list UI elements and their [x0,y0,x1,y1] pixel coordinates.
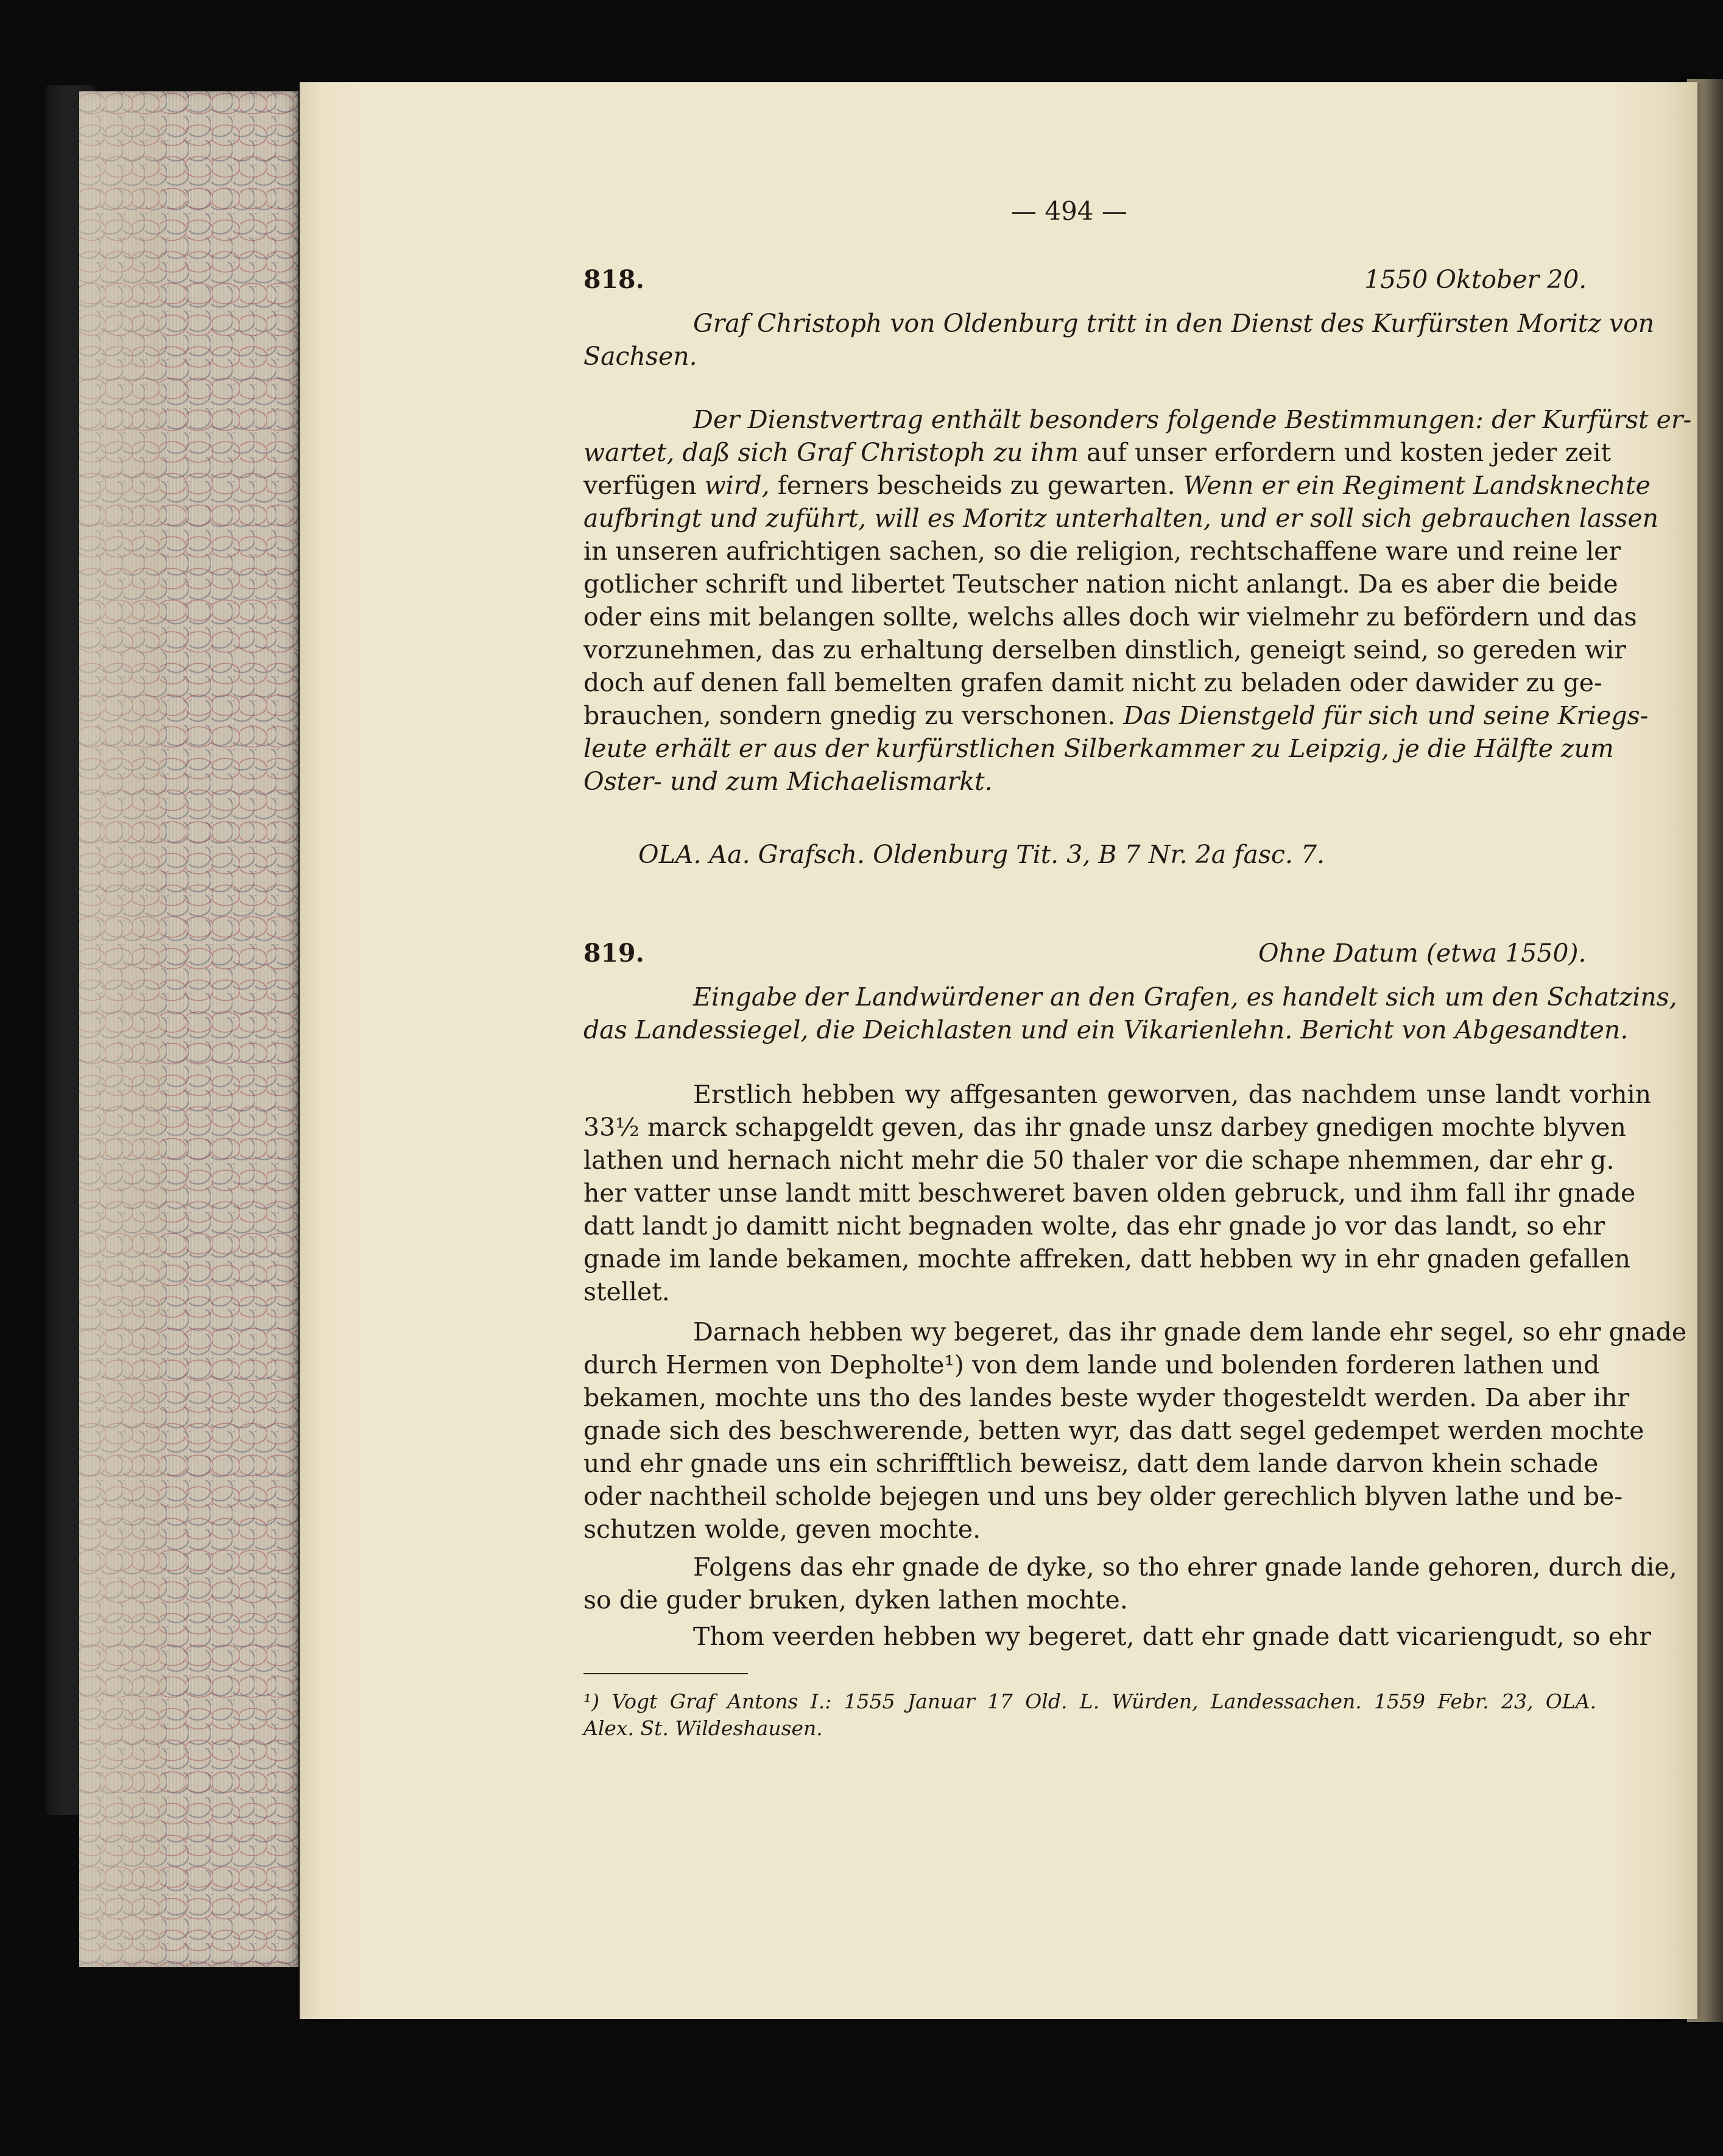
summary-line: Sachsen. [583,342,697,371]
body-line: her vatter unse landt mitt beschweret baven olden gebruck, und ihm fall ihr gnade [583,1178,1636,1208]
footnote [583,1688,1596,1742]
body-line: gotlicher schrift und libertet Teutscher nation nicht anlangt. Da es aber die beide [583,569,1618,599]
body-line: so die guder bruken, dyken lathen mochte. [583,1585,1128,1615]
body-line: Der Dienstvertrag enthält besonders folgende Bestimmungen: der Kurfürst er- [693,405,1692,434]
doc-819-paragraph-3 [583,1551,1677,1616]
doc-819-paragraph-2 [583,1316,1687,1546]
doc-818-date: 1550 Oktober 20. [1364,265,1587,294]
doc-818-number: 818. [583,265,644,294]
body-line: lathen und hernach nicht mehr die 50 thaler vor die schape nhemmen, dar ehr g. [583,1146,1615,1175]
summary-line: das Landessiegel, die Deichlasten und ein Vikarienlehn. Bericht von Abgesandten. [583,1015,1629,1045]
page-block-shading [79,91,164,1967]
doc-819-paragraph-1 [583,1078,1651,1308]
body-line: Oster- und zum Michaelismarkt. [583,767,993,796]
body-line: Erstlich hebben wy affgesanten geworven, das nachdem unse landt vorhin [693,1080,1651,1109]
body-line: Darnach hebben wy begeret, das ihr gnade dem lande ehr segel, so ehr gnade [693,1317,1687,1347]
body-line: leute erhält er aus der kurfürstlichen Silberkammer zu Leipzig, je die Hälfte zum [583,734,1614,763]
body-line: vorzunehmen, das zu erhaltung derselben dinstlich, geneigt seind, so gereden wir [583,635,1626,664]
doc-819-paragraph-4 [583,1620,1651,1653]
body-line: Thom veerden hebben wy begeret, datt ehr gnade datt vicariengudt, so ehr [693,1622,1651,1651]
body-line: in unseren aufrichtigen sachen, so die religion, rechtschaffene ware und reine ler [583,537,1621,566]
body-line: oder eins mit belangen sollte, welchs alles doch wir vielmehr zu befördern und das [583,602,1637,632]
doc-819-date: Ohne Datum (etwa 1550). [1258,939,1587,968]
footnote-line: ¹) Vogt Graf Antons I.: 1555 Januar 17 Old. L. Würden, Landessachen. 1559 Febr. 23, OLA. [583,1689,1596,1713]
body-line: schutzen wolde, geven mochte. [583,1515,981,1544]
body-line: aufbringt und zuführt, will es Moritz unterhalten, und er soll sich gebrauchen lassen [583,504,1659,533]
body-line: und ehr gnade uns ein schrifftlich beweisz, datt dem lande darvon khein schade [583,1449,1599,1478]
body-line: brauchen, sondern gnedig zu verschonen. Das Dienstgeld für sich und seine Kriegs- [583,701,1649,730]
body-line: verfügen wird, ferners bescheids zu gewarten. Wenn er ein Regiment Landsknechte [583,471,1651,500]
page-number: — 494 — [1011,196,1127,226]
body-line: gnade im lande bekamen, mochte affreken, datt hebben wy in ehr gnaden gefallen [583,1244,1631,1274]
doc-818-summary [583,307,1655,373]
body-line: doch auf denen fall bemelten grafen damit nicht zu beladen oder dawider zu ge- [583,668,1602,697]
doc-819-summary [583,981,1677,1046]
body-line: 33½ marck schapgeldt geven, das ihr gnade unsz darbey gnedigen mochte blyven [583,1113,1626,1142]
body-line: stellet. [583,1277,670,1306]
summary-line: Eingabe der Landwürdener an den Grafen, es handelt sich um den Schatzins, [693,982,1677,1012]
doc-819-number: 819. [583,939,644,968]
body-line: oder nachtheil scholde bejegen und uns bey older gerechlich blyven lathe und be- [583,1482,1623,1511]
footnote-line: Alex. St. Wildeshausen. [583,1716,823,1740]
body-line: datt landt jo damitt nicht begnaden wolte, das ehr gnade jo vor das landt, so ehr [583,1211,1605,1241]
doc-818-body [583,403,1692,798]
footnote-rule [583,1673,748,1674]
summary-line: Graf Christoph von Oldenburg tritt in den Dienst des Kurfürsten Moritz von [693,309,1655,338]
body-line: durch Hermen von Depholte¹) von dem lande und bolenden forderen lathen und [583,1350,1600,1379]
body-line: wartet, daß sich Graf Christoph zu ihm auf unser erfordern und kosten jeder zeit [583,438,1612,467]
body-line: bekamen, mochte uns tho des landes beste wyder thogesteldt werden. Da aber ihr [583,1383,1630,1412]
body-line: Folgens das ehr gnade de dyke, so tho ehrer gnade lande gehoren, durch die, [693,1552,1677,1582]
doc-818-source: OLA. Aa. Grafsch. Oldenburg Tit. 3, B 7 Nr. 2a fasc. 7. [638,840,1325,869]
body-line: gnade sich des beschwerende, betten wyr, das datt segel gedempet werden mochte [583,1416,1644,1445]
